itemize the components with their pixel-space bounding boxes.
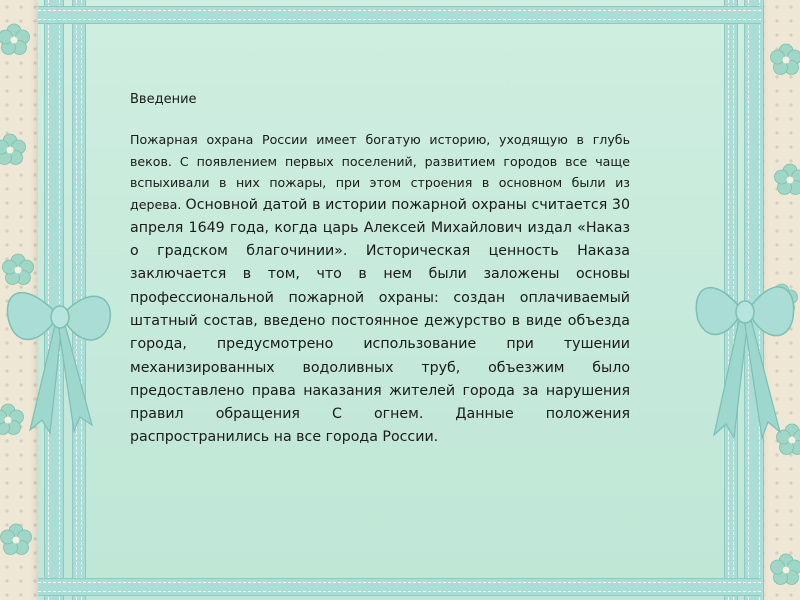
ribbon-top <box>38 6 761 24</box>
ribbon-bottom <box>38 578 761 596</box>
left-bow-icon <box>0 255 120 435</box>
document-text <box>130 92 630 450</box>
paragraph-rest: Основной датой в истории пожарной охраны считается 30 апреля 1649 года, когда царь Алексей Михайлович издал «Наказ о градском благочинии». Историческая ценность Наказа заключается в том, что в нем были заложены основы профессиональной пожарной охраны: создан оплачиваемый штатный состав, введено постоянное дежурство в виде объезда города, предусмотрено использование при тушении механизированных водоливных труб, объезжим было предоставлено права наказания жителей города за нарушения правил обращения С огнем. Данные положения распространились на все города России. <box>130 196 630 446</box>
paragraph-intro <box>130 129 630 450</box>
right-bow-icon <box>690 240 800 440</box>
paragraph-start: Пожарная охрана России имеет богатую историю, уходящую в глубь веков. С появлением первых поселений, развитием городов все чаще вспыхивали в них пожары, при этом строения в основном были из дерева. <box>130 132 630 212</box>
document-heading: Введение <box>130 92 197 107</box>
